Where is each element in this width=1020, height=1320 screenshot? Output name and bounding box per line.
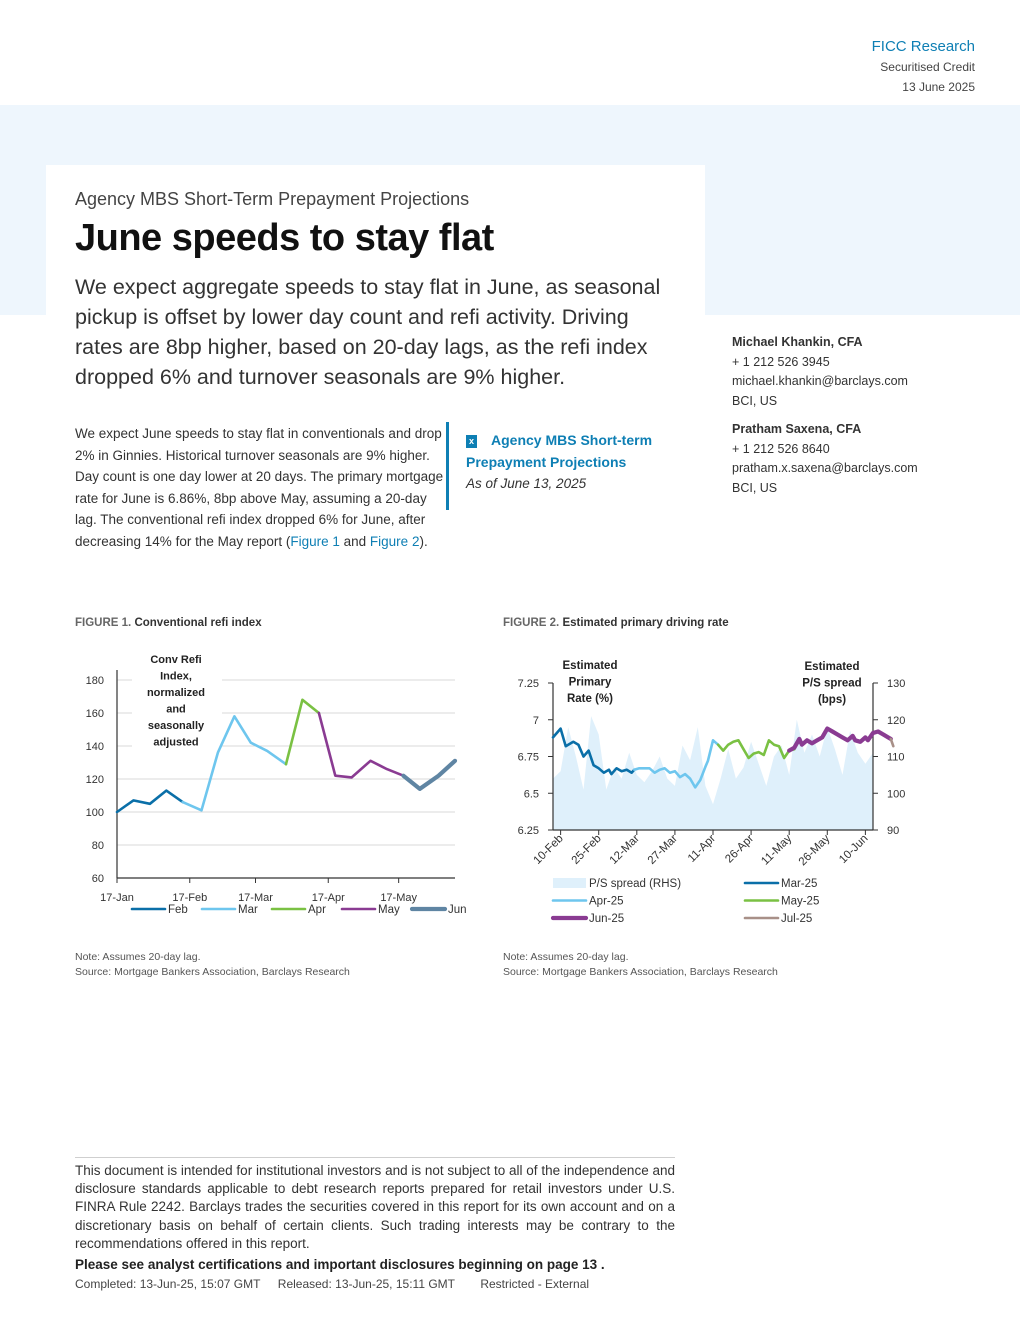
left-axis-title: Estimated xyxy=(562,660,618,672)
legend-label: Jun-25 xyxy=(589,913,625,925)
report-series: Agency MBS Short-Term Prepayment Projections xyxy=(75,189,470,209)
right-axis-title: P/S spread xyxy=(802,677,862,690)
annotation-text: and xyxy=(166,703,186,716)
classification-label: Restricted - External xyxy=(480,1277,590,1291)
annotation-text: adjusted xyxy=(153,736,199,749)
x-tick-label: 12-Mar xyxy=(607,832,642,867)
x-tick-label: 17-Jan xyxy=(100,892,134,904)
as-of-date: As of June 13, 2025 xyxy=(466,476,587,491)
x-tick-label: 17-Apr xyxy=(311,892,345,904)
legend-label: Feb xyxy=(168,904,188,916)
released-timestamp: Released: 13-Jun-25, 15:11 GMT xyxy=(277,1277,455,1291)
series-line-jun-25 xyxy=(789,729,891,751)
x-tick-label: 10-Feb xyxy=(531,832,566,867)
figure-2-source: Source: Mortgage Bankers Association, Barclays Research xyxy=(503,966,778,978)
series-line-feb xyxy=(117,791,183,812)
driving-rate-chart xyxy=(500,640,920,940)
figure-1-caption xyxy=(75,617,262,629)
right-axis-title: (bps) xyxy=(817,694,847,706)
legend-label: May-25 xyxy=(781,895,820,908)
author-card xyxy=(732,333,992,411)
author-name: Michael Khankin, CFA xyxy=(732,335,863,349)
annotation-text: seasonally xyxy=(147,720,205,732)
figure-1-link[interactable]: Figure 1 xyxy=(290,533,340,549)
x-tick-label: 27-Mar xyxy=(645,832,681,867)
legend-label: Mar xyxy=(238,904,258,916)
legend-label: P/S spread (RHS) xyxy=(589,878,682,890)
left-axis-title: Primary xyxy=(568,676,612,689)
figure-2-notes xyxy=(503,950,778,980)
excel-file-icon: x xyxy=(466,435,477,448)
legend-label: Jun xyxy=(448,904,467,916)
figure-2-title: Estimated primary driving rate xyxy=(562,617,729,629)
series-line-jul-25 xyxy=(891,739,894,746)
figure-1-number: FIGURE 1. xyxy=(75,617,132,629)
author-entity: BCI, US xyxy=(732,480,778,495)
author-card xyxy=(732,420,992,498)
x-tick-label: 10-Jun xyxy=(837,832,871,866)
completed-timestamp: Completed: 13-Jun-25, 15:07 GMT xyxy=(75,1277,261,1291)
annotation-text: Index, xyxy=(160,670,192,683)
x-tick-label: 25-Feb xyxy=(569,832,604,867)
y2-tick-label: 100 xyxy=(887,788,906,801)
legend-label: Apr-25 xyxy=(589,895,624,908)
report-title: June speeds to stay flat xyxy=(75,217,494,259)
refi-index-chart xyxy=(70,640,490,930)
projections-link-label[interactable]: Agency MBS Short-term Prepayment Projections xyxy=(466,432,653,470)
author-entity: BCI, US xyxy=(732,393,778,408)
x-tick-label: 26-May xyxy=(796,832,833,869)
series-line-apr xyxy=(286,700,319,764)
y-tick-label: 60 xyxy=(91,873,104,885)
y-tick-label: 7 xyxy=(532,714,539,727)
author-phone: + 1 212 526 3945 xyxy=(732,354,830,369)
y2-tick-label: 90 xyxy=(887,825,900,837)
footer xyxy=(75,1277,695,1291)
author-name: Pratham Saxena, CFA xyxy=(732,422,862,436)
right-axis-title: Estimated xyxy=(804,661,860,673)
x-tick-label: 17-Mar xyxy=(238,892,273,904)
author-email[interactable]: michael.khankin@barclays.com xyxy=(732,374,908,388)
y2-tick-label: 110 xyxy=(887,751,905,764)
legend-label: Jul-25 xyxy=(781,913,813,925)
y-tick-label: 7.25 xyxy=(517,678,539,690)
and-text: and xyxy=(339,533,370,549)
figure-2-caption xyxy=(503,617,729,629)
y-tick-label: 6.5 xyxy=(523,788,539,801)
report-date: 13 June 2025 xyxy=(902,80,975,94)
y-tick-label: 180 xyxy=(85,675,104,687)
annotation-text: Conv Refi xyxy=(150,654,202,666)
series-line-jun xyxy=(403,761,455,789)
figure-2-link[interactable]: Figure 2 xyxy=(369,533,420,549)
sector-label: Securitised Credit xyxy=(880,60,975,74)
y-tick-label: 100 xyxy=(85,807,104,819)
x-tick-label: 17-Feb xyxy=(172,892,208,904)
x-tick-label: 17-May xyxy=(380,892,418,904)
x-tick-label: 11-Apr xyxy=(685,832,719,865)
figure-1-title: Conventional refi index xyxy=(134,617,262,629)
disclaimer: This document is intended for institutional investors and is not subject to all of the independence and disclosure standards applicable to debt research reports prepared for retail investors under U.S. FINRA Rule 2242. Barclays trades the securities covered in this report for its own account and on a discretionary basis on behalf of certain clients. Such trading interests may be contrary to the recommendations offered in this report. xyxy=(75,1157,675,1253)
x-tick-label: 11-May xyxy=(759,832,795,868)
y2-tick-label: 130 xyxy=(887,678,906,690)
y2-tick-label: 120 xyxy=(887,714,906,727)
annotation-text: normalized xyxy=(146,687,206,699)
body-end: ). xyxy=(419,533,428,549)
y-tick-label: 140 xyxy=(85,741,104,753)
author-email[interactable]: pratham.x.saxena@barclays.com xyxy=(732,461,918,475)
y-tick-label: 6.75 xyxy=(517,751,539,764)
figure-2-number: FIGURE 2. xyxy=(503,617,560,629)
projections-download-link[interactable] xyxy=(466,429,666,473)
series-line-may xyxy=(319,713,404,777)
y-tick-label: 160 xyxy=(85,708,104,720)
legend-label: Apr xyxy=(308,904,326,916)
standfirst: We expect aggregate speeds to stay flat in June, as seasonal pickup is offset by lower day count and refi activity. Driving rates are 8bp higher, based on 20-day lags, as the refi index dropped 6% and turnover seasonals are 9% higher. xyxy=(75,275,661,389)
sidebar-accent-line xyxy=(446,422,449,510)
body-text: We expect June speeds to stay flat in conventionals and drop 2% in Ginnies. Historical turnover seasonals are 9% higher. Day count is one day lower at 20 days. The primary mortgage rate for June is 6.86%, 8bp above May, assuming a 20-day lag. The conventional refi index dropped 6% for June, after decreasing 14% for the May report ( xyxy=(75,426,444,549)
x-tick-label: 26-Apr xyxy=(723,832,757,866)
research-division: FICC Research xyxy=(871,38,975,55)
y-tick-label: 120 xyxy=(85,774,104,786)
figure-1-source: Source: Mortgage Bankers Association, Barclays Research xyxy=(75,966,350,978)
disclosure-note: Please see analyst certifications and important disclosures beginning on page 13 . xyxy=(75,1257,605,1272)
figure-1-notes xyxy=(75,950,350,980)
y-tick-label: 80 xyxy=(91,840,104,852)
left-axis-title: Rate (%) xyxy=(566,693,614,705)
figure-2-note: Note: Assumes 20-day lag. xyxy=(503,951,629,963)
legend-label: Mar-25 xyxy=(781,878,818,890)
figure-1-note: Note: Assumes 20-day lag. xyxy=(75,951,201,963)
legend-label: May xyxy=(378,904,400,916)
author-phone: + 1 212 526 8640 xyxy=(732,441,830,456)
y-tick-label: 6.25 xyxy=(517,825,539,837)
body-paragraph xyxy=(75,423,445,553)
